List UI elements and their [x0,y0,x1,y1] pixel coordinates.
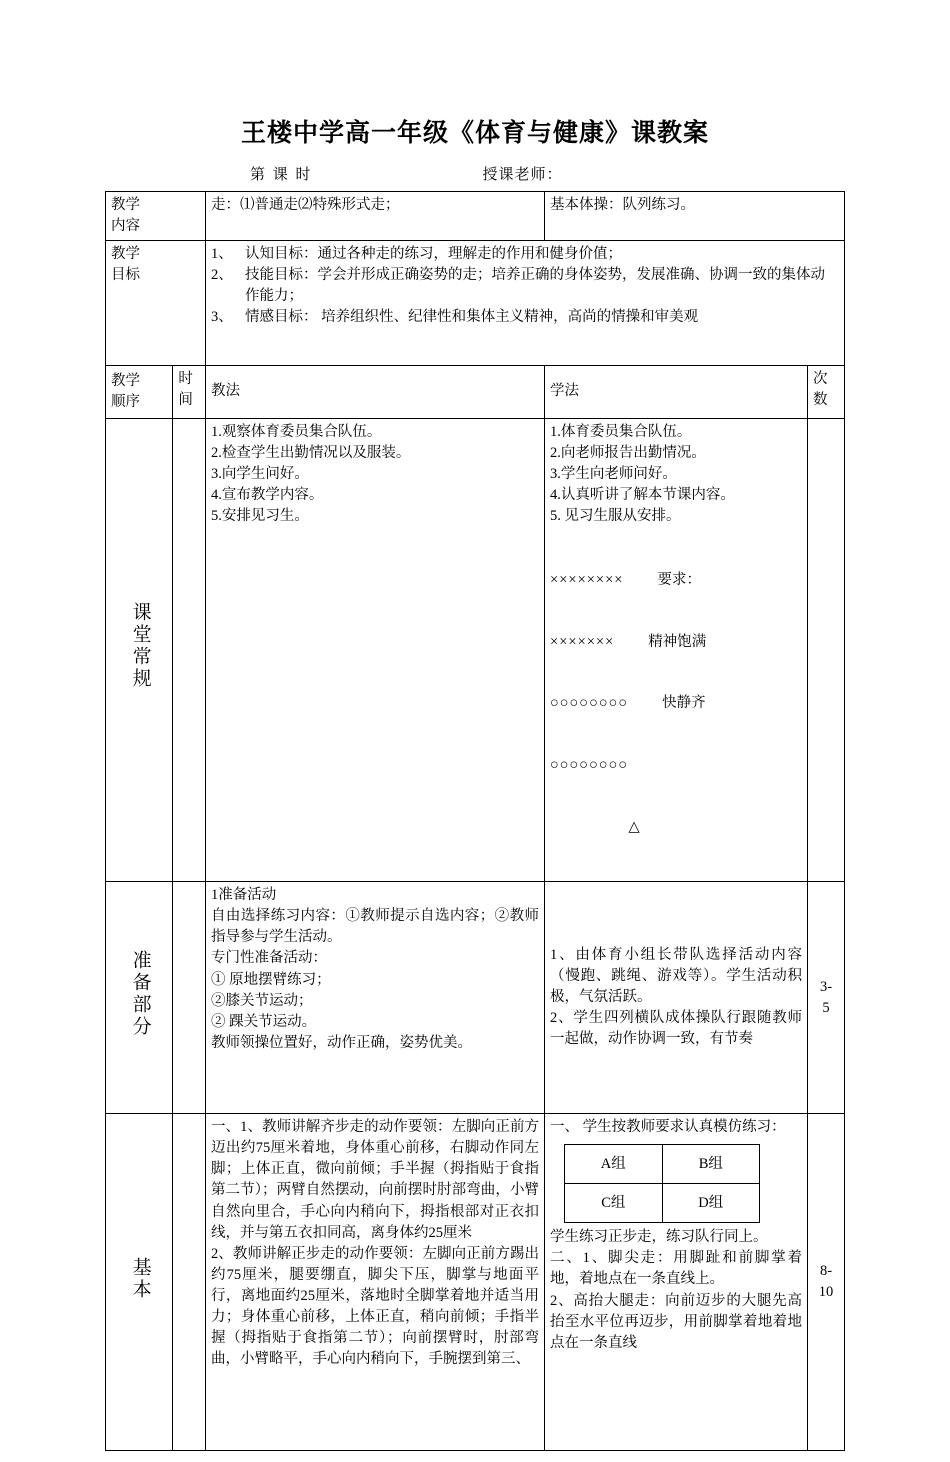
routine-count [808,418,845,882]
table-row-basic [106,1114,845,1451]
prepare-count: 3- 5 [808,882,845,1114]
basic-time [173,1114,206,1451]
header-teach-method: 教法 [205,365,544,418]
table-row-goals [106,240,845,365]
basic-learn-cell: 一、 学生按教师要求认真模仿练习： A组 B组 C组 D组 学生练习正步走，练习队行同上。 二、1、脚尖走：用脚趾和前脚掌着地，着地点在一条直线上。 2、高抬大腿走：向前迈步的大腿先高抬至水平位再迈步，用前脚掌着地着地点在一条直线 [545,1114,808,1451]
group-row [565,1145,760,1184]
basic-teach-cell: 一、1、教师讲解齐步走的动作要领：左脚向正前方迈出约75厘米着地，身体重心前移，右脚动作同左脚；上体正直，微向前倾；手半握（拇指贴于食指第二节）；两臂自然摆动，向前摆时肘部弯曲，小臂自然向里合，手心向内稍向下，拇指根部对正衣扣线，并与第五衣扣同高，离身体约25厘米 2、教师讲解正步走的动作要领：左脚向正前方踢出约75厘米，腿要绷直，脚尖下压，脚掌与地面平行，离地面约25厘米，落地时全脚掌着地并适当用力；身体重心前移，上体正直，稍向前倾；手指半握（拇指贴于食指第二节）；向前摆臂时，肘部弯曲，小臂略平，手心向内稍向下，手腕摆到第三、 [205,1114,544,1451]
group-cell-d: D组 [662,1184,760,1223]
header-time: 时 间 [173,365,206,418]
row-label-basic: 基本 [106,1114,173,1451]
basic-count: 8- 10 [808,1114,845,1451]
row-label-content: 教学 内容 [106,191,206,240]
subheader-line [105,163,845,184]
routine-learn-cell: 1.体育委员集合队伍。 2.向老师报告出勤情况。 3.学生向老师问好。 4.认真听讲了解本节课内容。 5. 见习生服从安排。 ×××××××× 要求： ××××××× 精神饱满 ○○○○○○○○ 快静齐 ○○○○○○○○ △ [545,418,808,882]
table-row-prepare [106,882,845,1114]
routine-time [173,418,206,882]
prepare-teach-cell: 1准备活动 自由选择练习内容：①教师提示自选内容；②教师指导参与学生活动。 专门性准备活动： ① 原地摆臂练习； ②膝关节运动； ② 踝关节运动。 教师领操位置好，动作正确，姿势优美。 [205,882,544,1114]
lesson-plan-table [105,191,845,1452]
table-row-routine [106,418,845,882]
header-count: 次 数 [808,365,845,418]
lesson-plan-page [0,118,950,1462]
formation-diagram: ×××××××× 要求： ××××××× 精神饱满 ○○○○○○○○ 快静齐 ○○○○○○○○ △ [550,571,707,835]
goal-item: 3、 情感目标： 培养组织性、纪律性和集体主义精神，高尚的情操和审美观 [210,308,699,325]
header-order: 教学 顺序 [106,365,173,418]
header-learn-method: 学法 [545,365,808,418]
group-table [564,1144,760,1223]
group-cell-c: C组 [565,1184,663,1223]
page-title: 王楼中学高一年级《体育与健康》课教案 [240,120,709,147]
content-left-cell: 走：⑴普通走⑵特殊形式走； [205,191,544,240]
group-row [565,1184,760,1223]
goal-item: 1、 认知目标：通过各种走的练习，理解走的作用和健身价值； [210,245,622,262]
row-label-goals: 教学 目标 [106,240,206,365]
teacher-label: 授课老师： [482,166,563,183]
goal-item: 2、 技能目标：学会并形成正确姿势的走；培养正确的身体姿势，发展准确、协调一致的集体动作能力； [210,266,825,304]
table-header-row [106,365,845,418]
prepare-time [173,882,206,1114]
routine-teach-cell: 1.观察体育委员集合队伍。 2.检查学生出勤情况以及服装。 3.向学生问好。 4.宣布教学内容。 5.安排见习生。 [205,418,544,882]
row-label-routine: 课堂常规 [106,418,173,882]
table-row-content [106,191,845,240]
prepare-learn-cell: 1、由体育小组长带队选择活动内容（慢跑、跳绳、游戏等）。学生活动积极，气氛活跃。 2、学生四列横队成体操队行跟随教师一起做，动作协调一致，有节奏 [545,882,808,1114]
content-right-cell: 基本体操：队列练习。 [545,191,845,240]
row-label-prepare: 准备部分 [106,882,173,1114]
group-cell-a: A组 [565,1145,663,1184]
group-cell-b: B组 [662,1145,760,1184]
period-label: 第 课 时 [250,166,313,183]
goals-cell [205,240,844,365]
